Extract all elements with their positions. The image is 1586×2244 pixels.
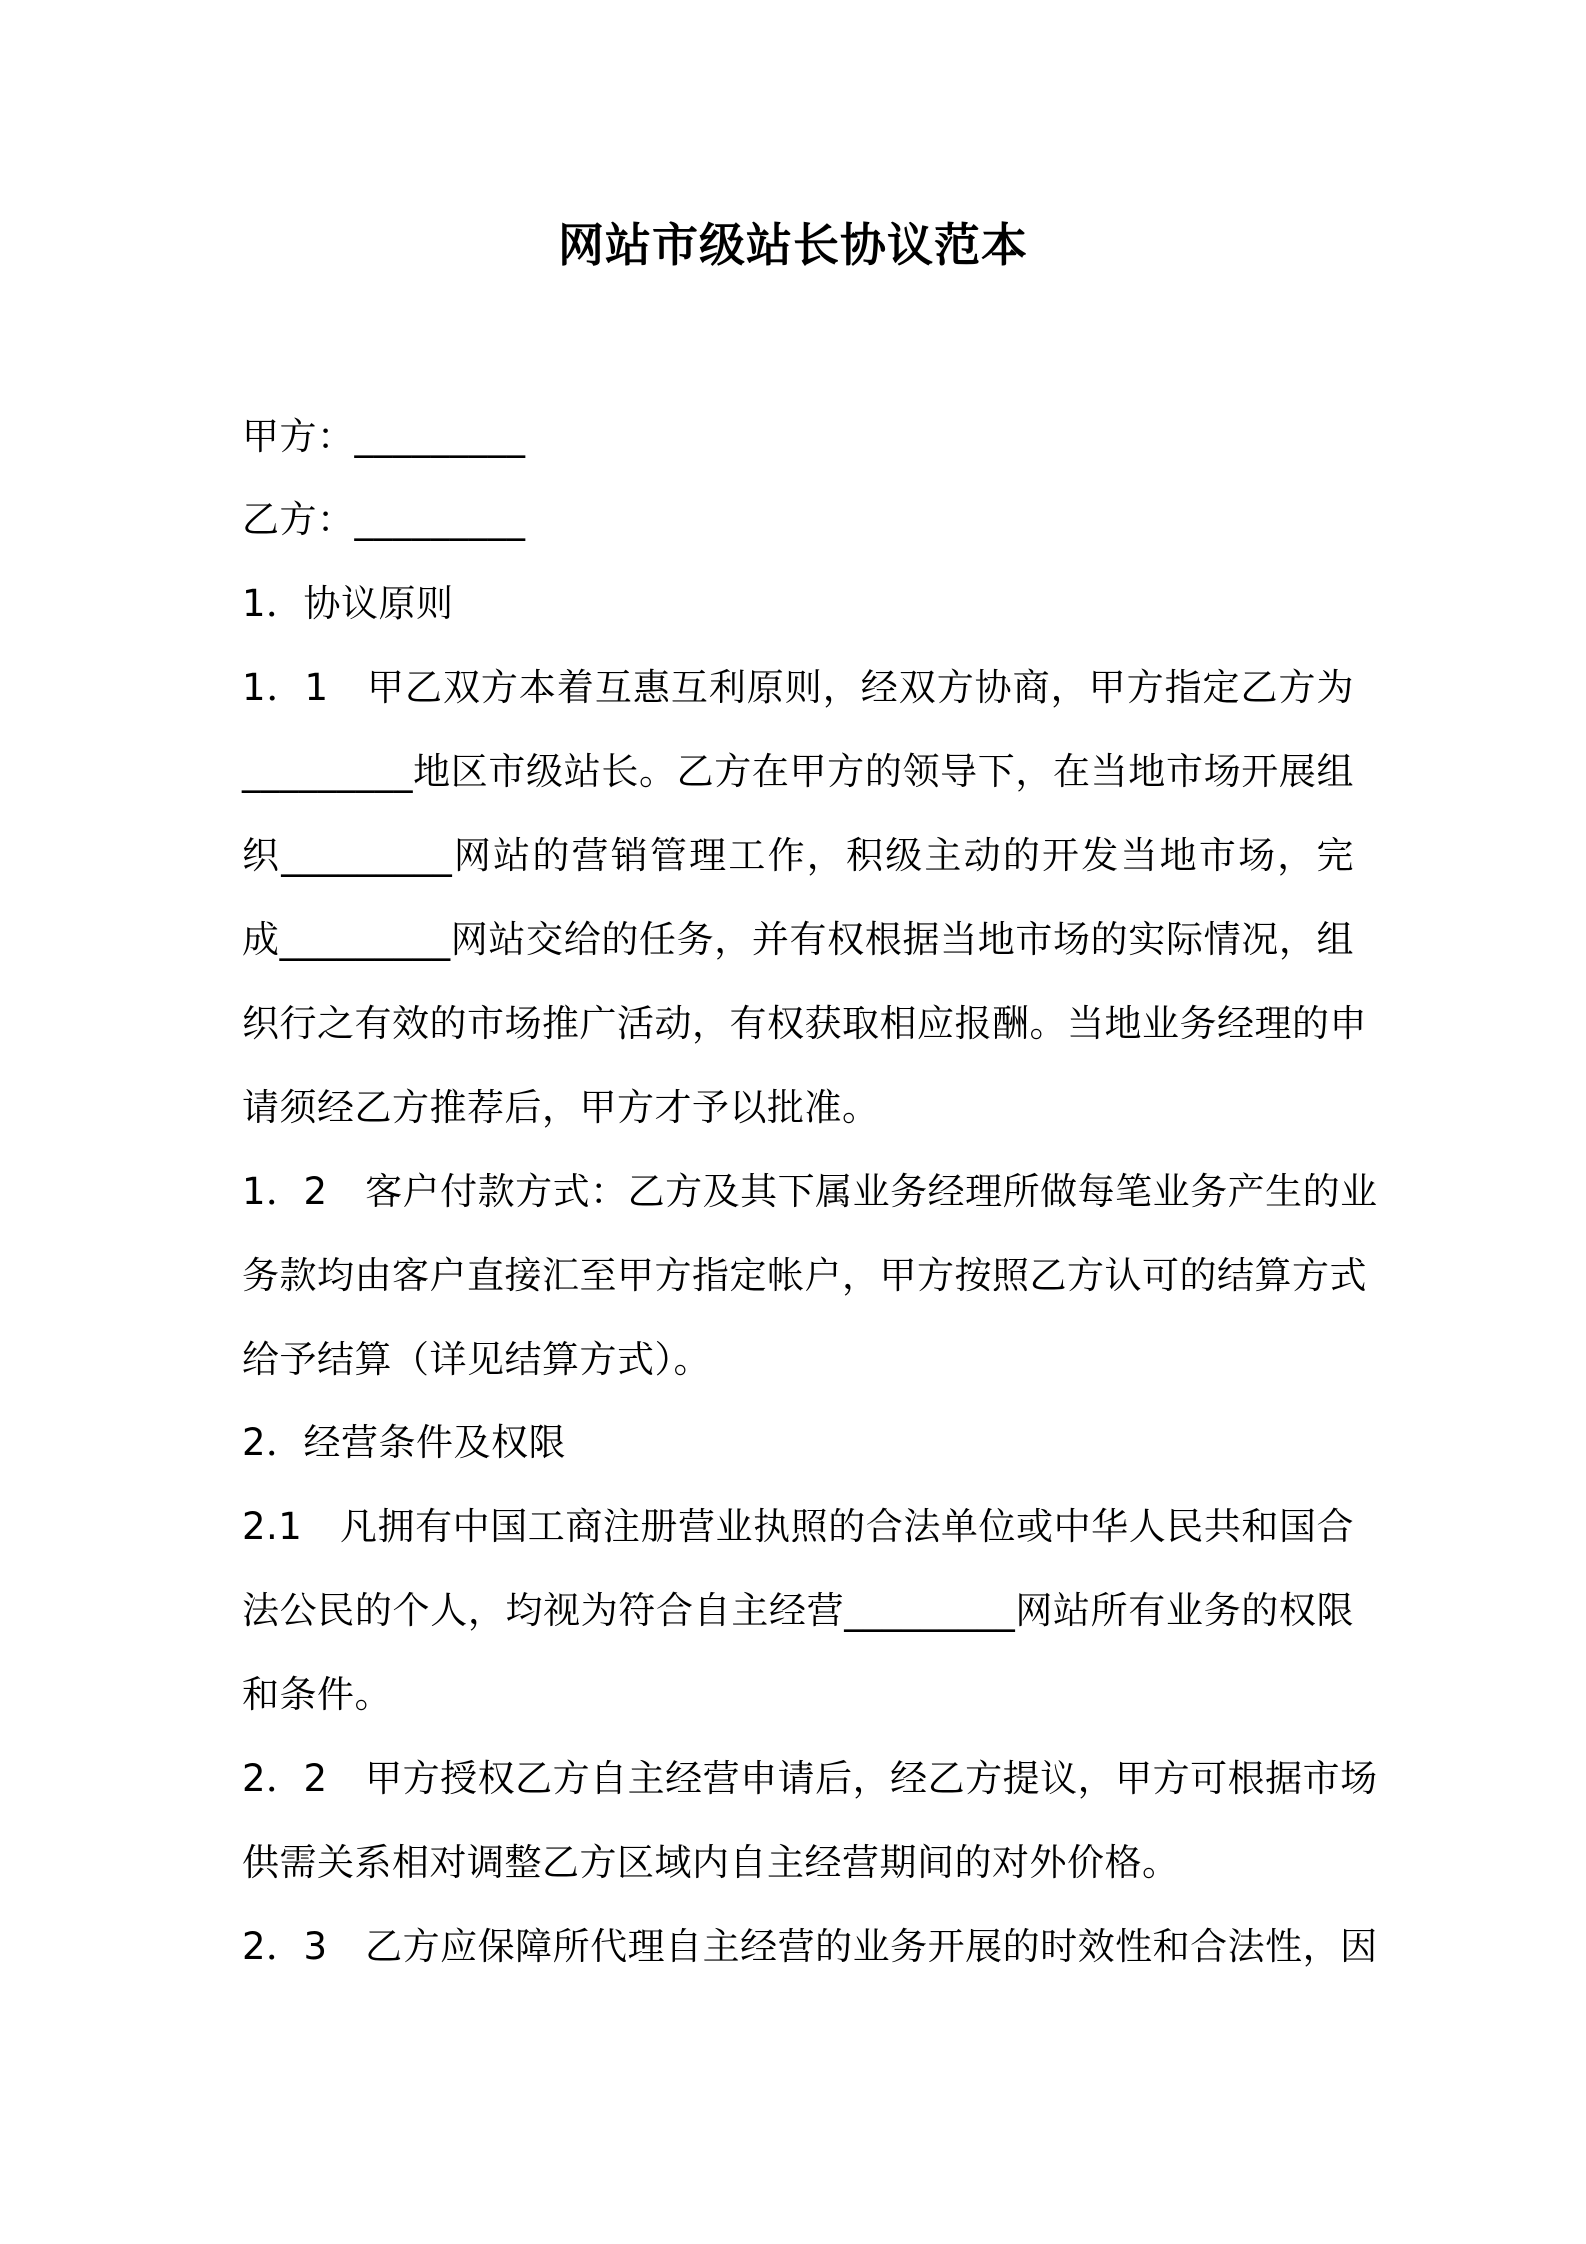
paragraph-line: 给予结算（详见结算方式）。 <box>242 1338 711 1381</box>
paragraph-line: 和条件。 <box>242 1673 392 1716</box>
paragraph-line: 织_________网站的营销管理工作，积级主动的开发当地市场，完 <box>242 834 1354 877</box>
paragraph-line: _________地区市级站长。乙方在甲方的领导下，在当地市场开展组 <box>242 750 1354 793</box>
party-b-line: 乙方：_________ <box>242 498 526 541</box>
paragraph-line: 1．2 客户付款方式：乙方及其下属业务经理所做每笔业务产生的业 <box>242 1170 1378 1213</box>
section-heading: 1．协议原则 <box>242 582 454 625</box>
paragraph-line: 织行之有效的市场推广活动，有权获取相应报酬。当地业务经理的申 <box>242 1002 1367 1045</box>
paragraph-line: 1．1 甲乙双方本着互惠互利原则，经双方协商，甲方指定乙方为 <box>242 666 1354 709</box>
paragraph-line: 供需关系相对调整乙方区域内自主经营期间的对外价格。 <box>242 1841 1180 1884</box>
document-title: 网站市级站长协议范本 <box>558 218 1028 272</box>
party-a-line: 甲方：_________ <box>242 415 526 458</box>
paragraph-line: 请须经乙方推荐后，甲方才予以批准。 <box>242 1086 880 1129</box>
paragraph-line: 务款均由客户直接汇至甲方指定帐户，甲方按照乙方认可的结算方式 <box>242 1254 1367 1297</box>
paragraph-line: 2．2 甲方授权乙方自主经营申请后，经乙方提议，甲方可根据市场 <box>242 1757 1378 1800</box>
section-heading: 2．经营条件及权限 <box>242 1421 567 1464</box>
paragraph-line: 成_________网站交给的任务，并有权根据当地市场的实际情况，组 <box>242 918 1354 961</box>
paragraph-line: 法公民的个人，均视为符合自主经营_________网站所有业务的权限 <box>242 1589 1354 1632</box>
paragraph-line: 2.1 凡拥有中国工商注册营业执照的合法单位或中华人民共和国合 <box>242 1505 1354 1548</box>
paragraph-line: 2．3 乙方应保障所代理自主经营的业务开展的时效性和合法性，因 <box>242 1925 1378 1968</box>
